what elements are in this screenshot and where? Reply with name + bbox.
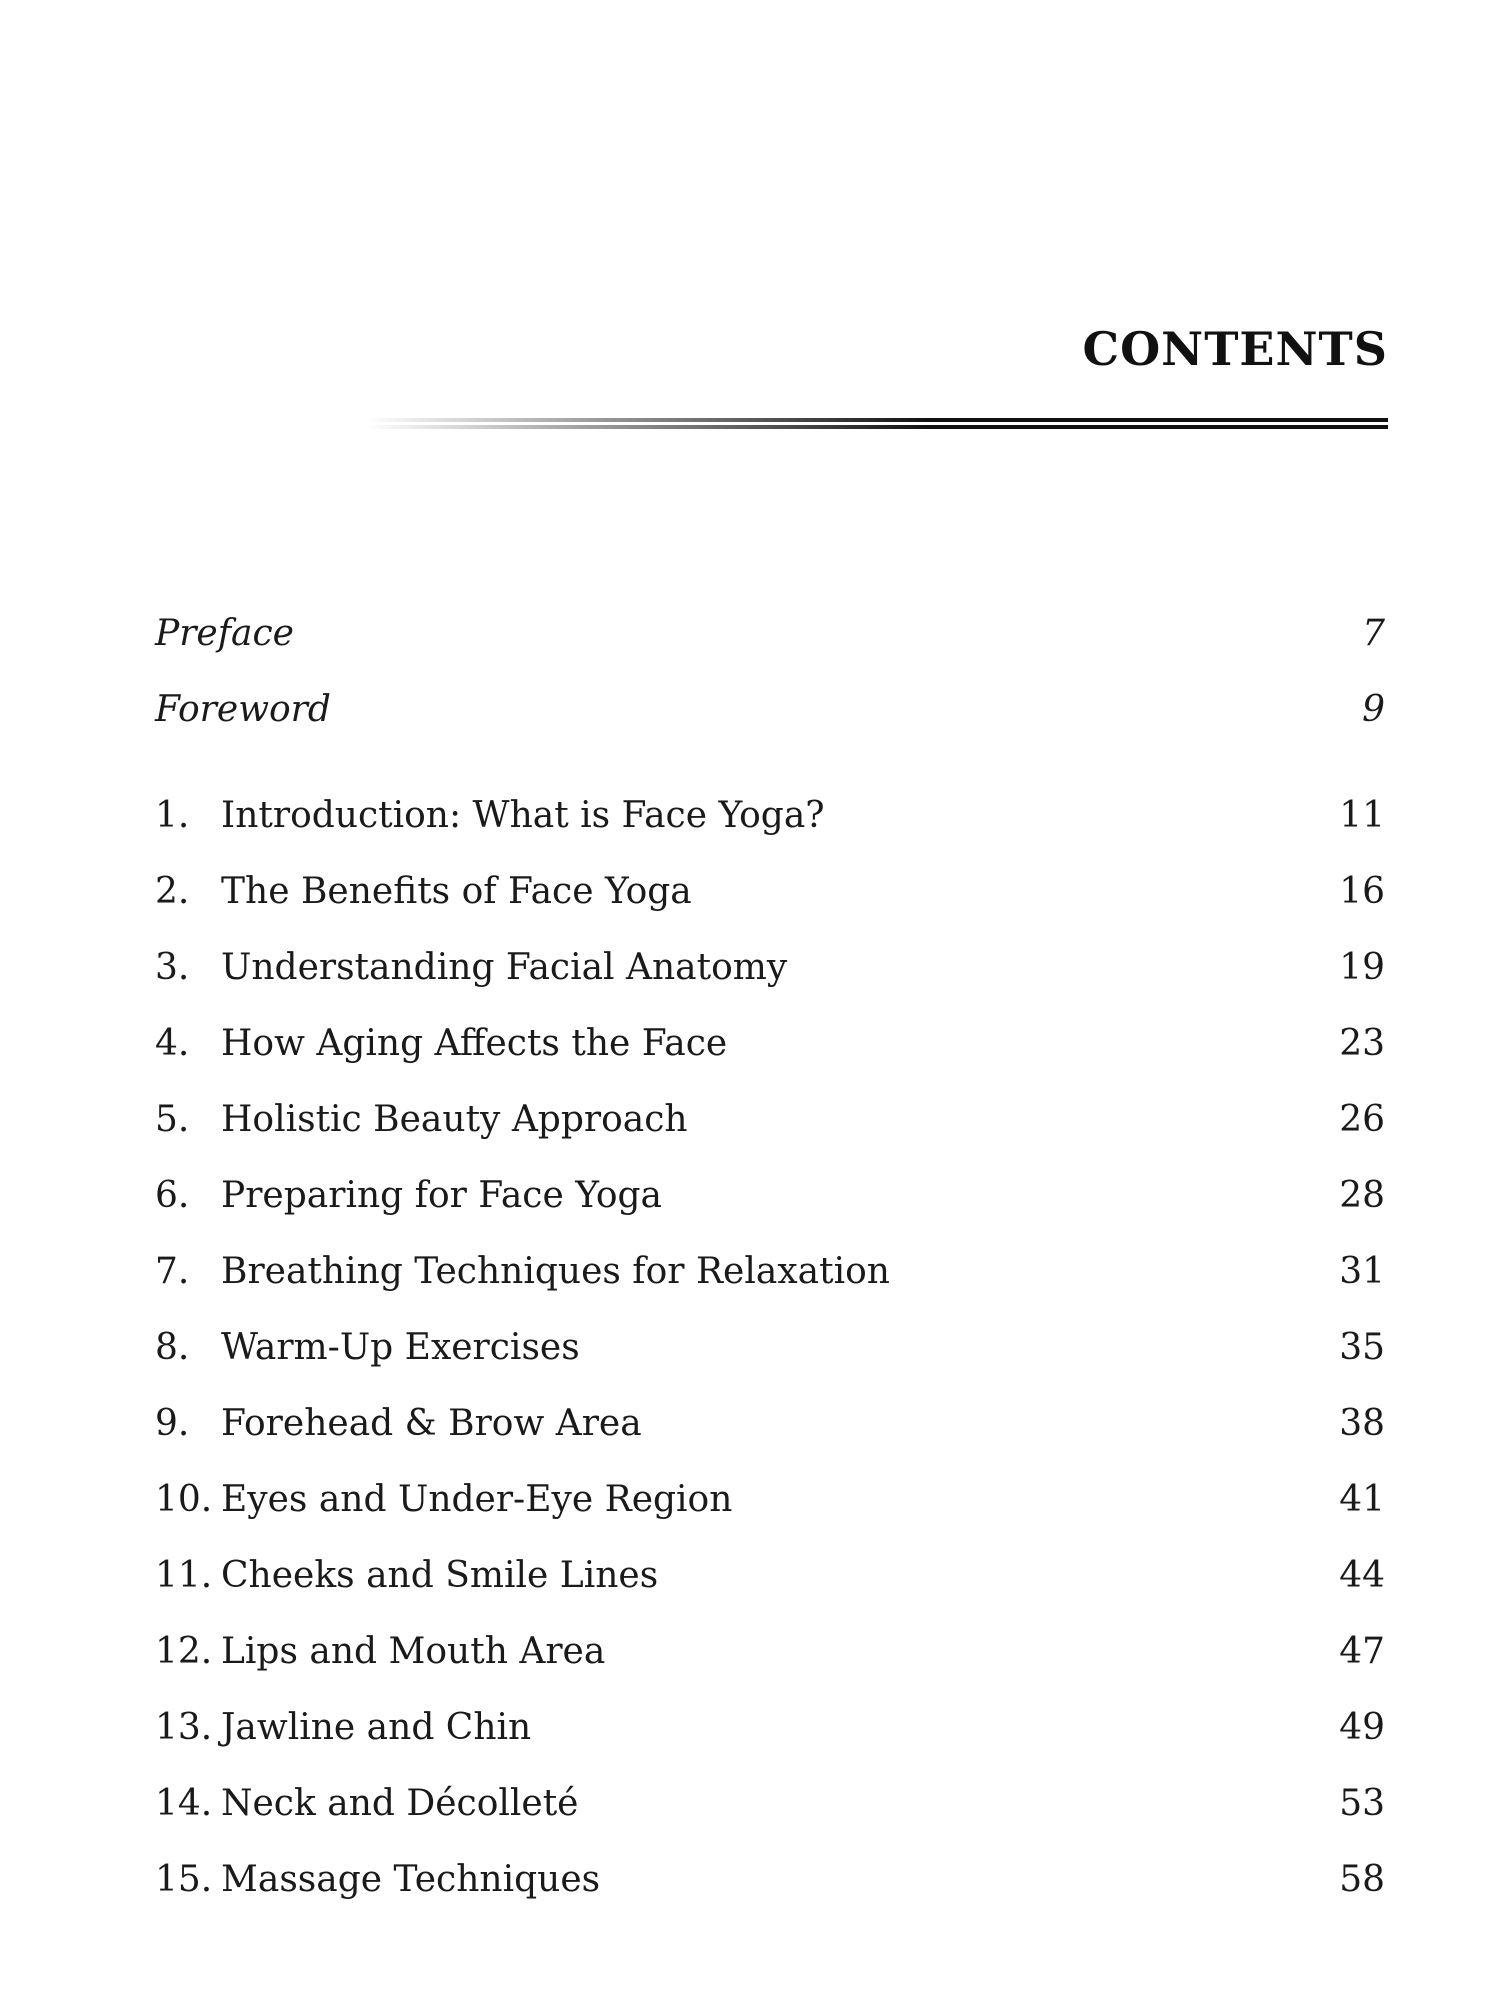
toc-entry-chapter-3 [155,938,1385,998]
chapter-page: 19 [1339,947,1385,988]
toc-entry-chapter-15 [155,1850,1385,1910]
toc-entry-chapter-13 [155,1698,1385,1758]
chapter-number: 14. [155,1783,213,1824]
chapter-title: Forehead & Brow Area [221,1403,642,1444]
chapter-title: Introduction: What is Face Yoga? [221,795,825,836]
toc-entry-chapter-12 [155,1622,1385,1682]
chapter-number: 3. [155,947,190,988]
chapter-title: Neck and Décolleté [221,1783,579,1824]
toc-entry-chapter-7 [155,1242,1385,1302]
chapter-number: 15. [155,1859,213,1900]
chapter-page: 31 [1339,1251,1385,1292]
chapter-page: 49 [1339,1707,1385,1748]
chapter-title: Breathing Techniques for Relaxation [221,1251,890,1292]
chapter-page: 44 [1339,1555,1385,1596]
chapter-page: 41 [1339,1479,1385,1520]
toc-entry-chapter-6 [155,1166,1385,1226]
chapter-page: 47 [1339,1631,1385,1672]
chapter-number: 2. [155,871,190,912]
chapter-number: 8. [155,1327,190,1368]
chapter-number: 12. [155,1631,213,1672]
toc-entry-preface [155,604,1385,664]
chapter-number: 7. [155,1251,190,1292]
chapter-title: Lips and Mouth Area [221,1631,606,1672]
toc-entry-page: 9 [1362,689,1385,730]
rule-line-top [365,418,1388,422]
chapter-title: Eyes and Under-Eye Region [221,1479,733,1520]
page-title: CONTENTS [1082,322,1388,376]
toc-entry-chapter-5 [155,1090,1385,1150]
toc-entry-chapter-8 [155,1318,1385,1378]
chapter-title: Preparing for Face Yoga [221,1175,663,1216]
title-rule [365,418,1388,430]
chapter-title: Warm-Up Exercises [221,1327,580,1368]
toc-entry-chapter-10 [155,1470,1385,1530]
chapter-page: 58 [1339,1859,1385,1900]
chapter-page: 11 [1339,795,1385,836]
chapter-page: 28 [1339,1175,1385,1216]
chapter-page: 38 [1339,1403,1385,1444]
toc-entry-page: 7 [1362,613,1385,654]
toc-entry-title: Preface [155,613,294,654]
chapter-number: 9. [155,1403,190,1444]
toc-entry-chapter-1 [155,786,1385,846]
chapter-page: 16 [1339,871,1385,912]
chapter-title: How Aging Affects the Face [221,1023,728,1064]
toc-entry-chapter-2 [155,862,1385,922]
chapter-title: Understanding Facial Anatomy [221,947,788,988]
chapter-title: Cheeks and Smile Lines [221,1555,659,1596]
chapter-title: The Benefits of Face Yoga [221,871,692,912]
chapter-number: 13. [155,1707,213,1748]
toc-entry-title: Foreword [155,689,331,730]
chapter-number: 1. [155,795,190,836]
chapter-title: Jawline and Chin [221,1707,532,1748]
toc-entry-chapter-4 [155,1014,1385,1074]
chapter-page: 23 [1339,1023,1385,1064]
chapter-number: 11. [155,1555,213,1596]
chapter-number: 4. [155,1023,190,1064]
toc-entry-chapter-14 [155,1774,1385,1834]
toc-entry-chapter-11 [155,1546,1385,1606]
toc-entry-foreword [155,680,1385,740]
chapter-page: 35 [1339,1327,1385,1368]
chapter-page: 53 [1339,1783,1385,1824]
chapter-number: 6. [155,1175,190,1216]
chapter-title: Holistic Beauty Approach [221,1099,688,1140]
chapter-page: 26 [1339,1099,1385,1140]
rule-line-bottom [365,425,1388,429]
chapter-number: 5. [155,1099,190,1140]
chapter-number: 10. [155,1479,213,1520]
chapter-title: Massage Techniques [221,1859,601,1900]
toc-entry-chapter-9 [155,1394,1385,1454]
